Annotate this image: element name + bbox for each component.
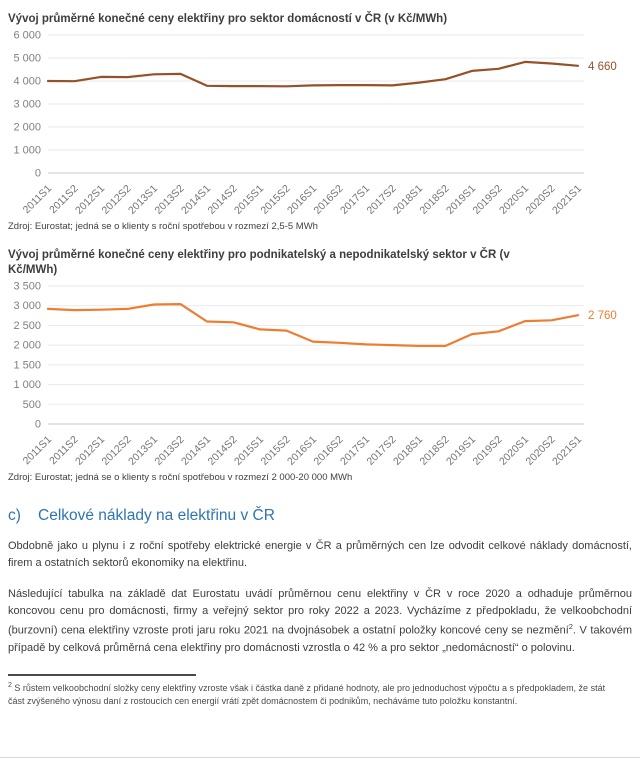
svg-text:2015S1: 2015S1 (232, 433, 267, 468)
svg-text:2020S1: 2020S1 (497, 433, 532, 468)
svg-text:2012S1: 2012S1 (73, 433, 108, 468)
households-line-chart (8, 28, 632, 219)
svg-text:3 000: 3 000 (13, 98, 41, 111)
svg-text:2011S2: 2011S2 (47, 182, 81, 216)
svg-text:2015S2: 2015S2 (258, 433, 293, 468)
svg-text:2017S1: 2017S1 (338, 182, 373, 217)
svg-text:2012S2: 2012S2 (99, 182, 134, 217)
svg-text:6 000: 6 000 (13, 29, 41, 42)
svg-text:1 500: 1 500 (13, 358, 41, 371)
chart-block-households (8, 12, 632, 232)
footnote (8, 681, 616, 708)
svg-text:500: 500 (22, 398, 41, 411)
paragraph-2-text-cont: . V takovém případě by celková průměrná cena elektřiny pro domácnosti vzrostla o 42 % a pro sektor „nedomácností“ o polovinu. (8, 624, 632, 655)
line-chart-svg (8, 28, 632, 219)
svg-text:2012S2: 2012S2 (99, 433, 134, 468)
svg-text:3 500: 3 500 (13, 280, 41, 293)
svg-text:2021S1: 2021S1 (550, 182, 585, 217)
svg-text:0: 0 (34, 167, 41, 180)
svg-text:2017S2: 2017S2 (364, 182, 399, 217)
paragraph-2-text: Následující tabulka na základě dat Eurostatu uvádí průměrnou cenu elektřiny v ČR v roce 2020 a odhaduje průměrnou koncovou cenu pro domácnosti, firmy a veřejný sektor pro roky 2022 a 2023. Vycházíme z předpokladu, že velkoobchodní (burzovní) cena elektřiny vzroste proti jaru roku 2021 na dvojnásobek a ostatní položky koncové ceny se nezmění (8, 587, 632, 637)
svg-text:5 000: 5 000 (13, 52, 41, 65)
section-heading-label: c) (8, 506, 21, 524)
svg-text:2017S1: 2017S1 (338, 433, 373, 468)
svg-text:2020S1: 2020S1 (497, 182, 532, 217)
chart-source-households: Zdroj: Eurostat; jedná se o klienty s roční spotřebou v rozmezí 2,5-5 MWh (8, 220, 318, 232)
chart-block-business (8, 248, 632, 483)
svg-text:4 000: 4 000 (13, 75, 41, 88)
svg-text:2013S1: 2013S1 (126, 182, 161, 217)
svg-text:2017S2: 2017S2 (364, 433, 399, 468)
svg-text:2014S2: 2014S2 (205, 182, 240, 217)
svg-text:2 500: 2 500 (13, 319, 41, 332)
svg-text:2011S1: 2011S1 (20, 182, 55, 216)
svg-text:2013S1: 2013S1 (126, 433, 161, 468)
svg-text:2018S1: 2018S1 (391, 433, 426, 468)
line-chart-svg (8, 279, 632, 470)
last-value-label: 2 760 (588, 309, 617, 322)
svg-text:2019S1: 2019S1 (444, 182, 479, 217)
svg-text:1 000: 1 000 (13, 378, 41, 391)
svg-text:2020S2: 2020S2 (523, 182, 558, 217)
svg-text:2019S1: 2019S1 (444, 433, 479, 468)
svg-text:2 000: 2 000 (13, 339, 41, 352)
paragraph-1: Obdobně jako u plynu i z roční spotřeby elektrické energie v ČR a průměrných cen lze odvodit celkové náklady domácností, firem a ostatních sektorů ekonomiky na elektřinu. (8, 539, 632, 570)
footnote-marker: 2 (8, 681, 12, 689)
svg-text:2019S2: 2019S2 (470, 182, 505, 217)
svg-text:2018S2: 2018S2 (417, 182, 452, 217)
svg-text:2011S2: 2011S2 (47, 433, 81, 467)
svg-text:2013S2: 2013S2 (152, 182, 187, 217)
section-heading (8, 507, 632, 525)
svg-text:2020S2: 2020S2 (523, 433, 558, 468)
last-value-label: 4 660 (588, 60, 617, 73)
svg-text:3 000: 3 000 (13, 299, 41, 312)
business-line-chart (8, 279, 632, 470)
chart-title-households: Vývoj průměrné konečné ceny elektřiny pro sektor domácností v ČR (v Kč/MWh) (8, 13, 448, 25)
paragraph-2 (8, 586, 632, 658)
svg-text:2014S1: 2014S1 (179, 433, 214, 468)
svg-text:2016S2: 2016S2 (311, 433, 346, 468)
svg-text:2016S1: 2016S1 (285, 433, 320, 468)
svg-text:2015S1: 2015S1 (232, 182, 267, 217)
svg-text:2016S1: 2016S1 (285, 182, 320, 217)
footnote-reference: 2 (568, 621, 573, 631)
svg-text:2 000: 2 000 (13, 121, 41, 134)
section-heading-title: Celkové náklady na elektřinu v ČR (38, 506, 275, 524)
svg-text:2011S1: 2011S1 (20, 433, 55, 467)
svg-text:1 000: 1 000 (13, 144, 41, 157)
svg-text:2021S1: 2021S1 (550, 433, 585, 468)
svg-text:2018S2: 2018S2 (417, 433, 452, 468)
svg-text:2014S1: 2014S1 (179, 182, 214, 217)
page-bottom-divider (0, 757, 640, 758)
svg-text:2015S2: 2015S2 (258, 182, 293, 217)
svg-text:2019S2: 2019S2 (470, 433, 505, 468)
svg-text:0: 0 (34, 418, 41, 431)
svg-text:2012S1: 2012S1 (73, 182, 108, 217)
svg-text:2016S2: 2016S2 (311, 182, 346, 217)
svg-text:2013S2: 2013S2 (152, 433, 187, 468)
chart-title-business: Vývoj průměrné konečné ceny elektřiny pro podnikatelský a nepodnikatelský sektor v ČR (v Kč/MWh) (8, 248, 510, 277)
footnote-text: S růstem velkoobchodní složky ceny elektřiny vzroste však i částka daně z přidané hodnoty, ale pro jednoduchost výpočtu a s předpokladem, že stát část zvýšeného výnosu daní z rostoucích cen energií vrátí zpět domácnostem či podnikům, necháváme tuto položku konstantní. (8, 682, 606, 706)
svg-text:2014S2: 2014S2 (205, 433, 240, 468)
chart-source-business: Zdroj: Eurostat; jedná se o klienty s roční spotřebou v rozmezí 2 000-20 000 MWh (8, 471, 353, 483)
svg-text:2018S1: 2018S1 (391, 182, 426, 217)
footnote-separator (8, 674, 196, 676)
